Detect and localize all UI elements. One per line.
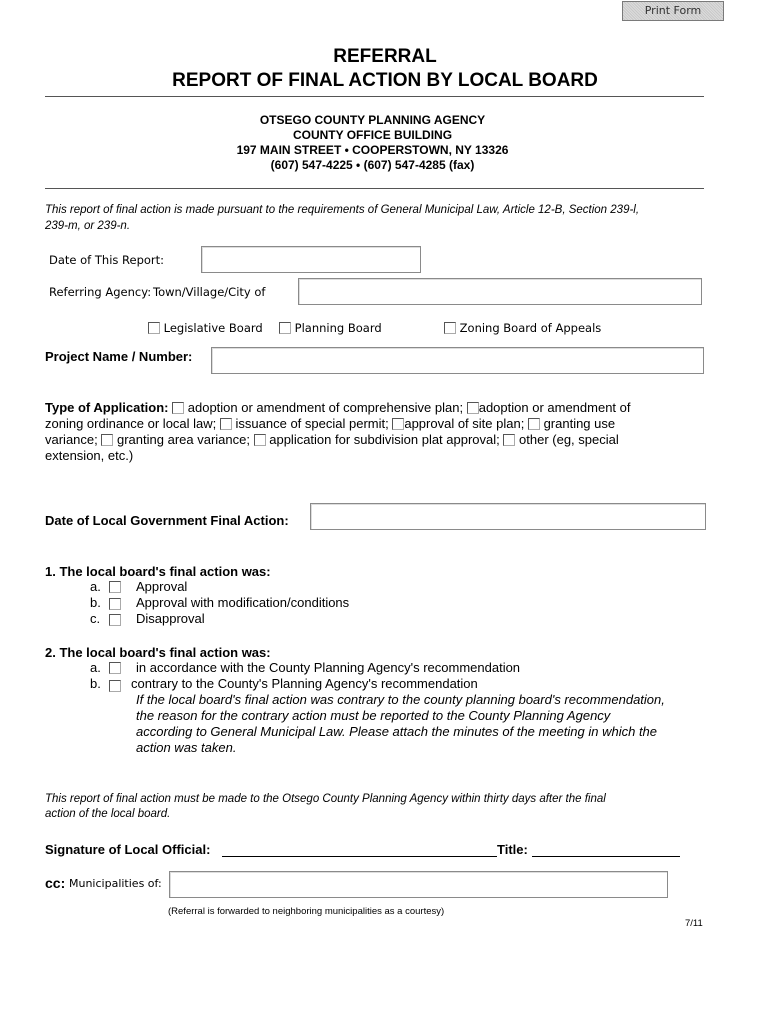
agency-building: COUNTY OFFICE BUILDING xyxy=(292,128,453,142)
q1-approval-mod-label: Approval with modification/conditions xyxy=(136,595,350,610)
q1-option-a xyxy=(90,579,101,594)
q2-note-line-4: action was taken. xyxy=(136,740,237,755)
checkbox-contrary[interactable] xyxy=(109,680,121,692)
board-planning-label: Planning Board xyxy=(294,321,382,335)
date-report-label: Date of This Report: xyxy=(49,253,165,267)
title-line[interactable] xyxy=(532,856,680,857)
deadline-text-1: This report of final action must be made to the Otsego County Planning Agency within thirty days after the final xyxy=(45,793,606,805)
agency-name: OTSEGO COUNTY PLANNING AGENCY xyxy=(259,113,486,127)
q2-note xyxy=(136,692,665,756)
title-report: REPORT OF FINAL ACTION BY LOCAL BOARD xyxy=(172,70,598,91)
checkbox-use-variance[interactable] xyxy=(528,418,540,430)
courtesy-note: (Referral is forwarded to neighboring municipalities as a courtesy) xyxy=(168,906,445,917)
intro-text-2: 239-m, or 239-n. xyxy=(45,220,131,232)
checkbox-approval[interactable] xyxy=(109,581,121,593)
q1-letter-c: c. xyxy=(90,611,101,626)
project-input[interactable] xyxy=(211,347,704,374)
checkbox-planning[interactable] xyxy=(279,322,291,334)
q1-option-b xyxy=(90,595,101,610)
q2-letter-b: b. xyxy=(90,676,101,691)
q1-disapproval-label: Disapproval xyxy=(136,611,205,626)
title-referral: REFERRAL xyxy=(333,46,437,67)
checkbox-zoning-ordinance[interactable] xyxy=(467,402,479,414)
type-site-plan: approval of site plan; xyxy=(404,416,525,431)
divider-agency xyxy=(45,188,704,189)
checkbox-comp-plan[interactable] xyxy=(172,402,184,414)
intro-text-1: This report of final action is made pursuant to the requirements of General Municipal Law, Article 12-B, Section 239-l, xyxy=(45,204,640,216)
type-other: other (eg, special xyxy=(519,432,619,447)
q1-letter-b: b. xyxy=(90,595,101,610)
checkbox-legislative[interactable] xyxy=(148,322,160,334)
q2-note-line-3: according to General Municipal Law. Please attach the minutes of the meeting in which the xyxy=(136,724,658,739)
checkbox-subdivision[interactable] xyxy=(254,434,266,446)
q2-contrary-label: contrary to the County's Planning Agency's recommendation xyxy=(131,676,478,691)
board-planning[interactable] xyxy=(279,321,382,335)
checkbox-area-variance[interactable] xyxy=(101,434,113,446)
q1-option-c xyxy=(90,611,100,626)
deadline-text-2: action of the local board. xyxy=(45,808,171,820)
q2-letter-a: a. xyxy=(90,660,101,675)
date-report-input[interactable] xyxy=(201,246,421,273)
final-date-input[interactable] xyxy=(310,503,706,530)
type-label: Type of Application: xyxy=(45,400,169,415)
checkbox-disapproval[interactable] xyxy=(109,614,121,626)
cc-sub-label: Municipalities of: xyxy=(69,877,162,890)
q1-letter-a: a. xyxy=(90,579,101,594)
type-special-permit: issuance of special permit; xyxy=(235,416,389,431)
type-zoning: adoption or amendment of xyxy=(478,400,631,415)
referring-agency-label: Referring Agency: xyxy=(49,285,152,299)
q2-heading: 2. The local board's final action was: xyxy=(45,645,271,660)
q2-note-line-1: If the local board's final action was contrary to the county planning board's recommendation, xyxy=(136,692,665,707)
q1-approval-label: Approval xyxy=(136,579,188,594)
divider-top xyxy=(45,96,704,97)
q2-note-line-2: the reason for the contrary action must be reported to the County Planning Agency xyxy=(136,708,611,723)
checkbox-other[interactable] xyxy=(503,434,515,446)
print-form-button[interactable]: Print Form xyxy=(622,1,724,21)
checkbox-special-permit[interactable] xyxy=(220,418,232,430)
revision-date: 7/11 xyxy=(685,918,703,929)
checkbox-zoning[interactable] xyxy=(444,322,456,334)
type-of-application xyxy=(45,400,735,464)
checkbox-site-plan[interactable] xyxy=(392,418,404,430)
type-area-variance: granting area variance; xyxy=(117,432,250,447)
type-line-4 xyxy=(45,448,735,464)
title-field-label: Title: xyxy=(497,842,528,857)
checkbox-approval-mod[interactable] xyxy=(109,598,121,610)
agency-address: 197 MAIN STREET • COOPERSTOWN, NY 13326 xyxy=(236,143,509,157)
project-label: Project Name / Number: xyxy=(45,349,193,364)
cc-municipalities-input[interactable] xyxy=(169,871,668,898)
referring-agency-input[interactable] xyxy=(298,278,702,305)
type-subdivision: application for subdivision plat approval; xyxy=(269,432,500,447)
board-legislative-label: Legislative Board xyxy=(163,321,263,335)
q1-heading: 1. The local board's final action was: xyxy=(45,564,271,579)
type-use-variance: granting use xyxy=(543,416,616,431)
final-date-label: Date of Local Government Final Action: xyxy=(45,513,289,528)
type-comp-plan: adoption or amendment of comprehensive plan; xyxy=(187,400,464,415)
agency-phone: (607) 547-4225 • (607) 547-4285 (fax) xyxy=(270,158,475,172)
type-zoning-cont: zoning ordinance or local law; xyxy=(45,416,217,431)
q2-in-accordance-label: in accordance with the County Planning Agency's recommendation xyxy=(136,660,521,675)
type-other-cont: extension, etc.) xyxy=(45,448,134,463)
board-zoning-label: Zoning Board of Appeals xyxy=(459,321,602,335)
referring-agency-sub: Town/Village/City of xyxy=(153,285,266,299)
type-use-variance-cont: variance; xyxy=(45,432,98,447)
board-zoning[interactable] xyxy=(444,321,601,335)
type-line-3 xyxy=(45,432,735,448)
type-line-2 xyxy=(45,416,735,432)
cc-label: cc: xyxy=(45,875,66,891)
checkbox-in-accordance[interactable] xyxy=(109,662,121,674)
type-line-1 xyxy=(45,400,735,416)
signature-line[interactable] xyxy=(222,856,497,857)
board-legislative[interactable] xyxy=(148,321,263,335)
signature-label: Signature of Local Official: xyxy=(45,842,211,857)
